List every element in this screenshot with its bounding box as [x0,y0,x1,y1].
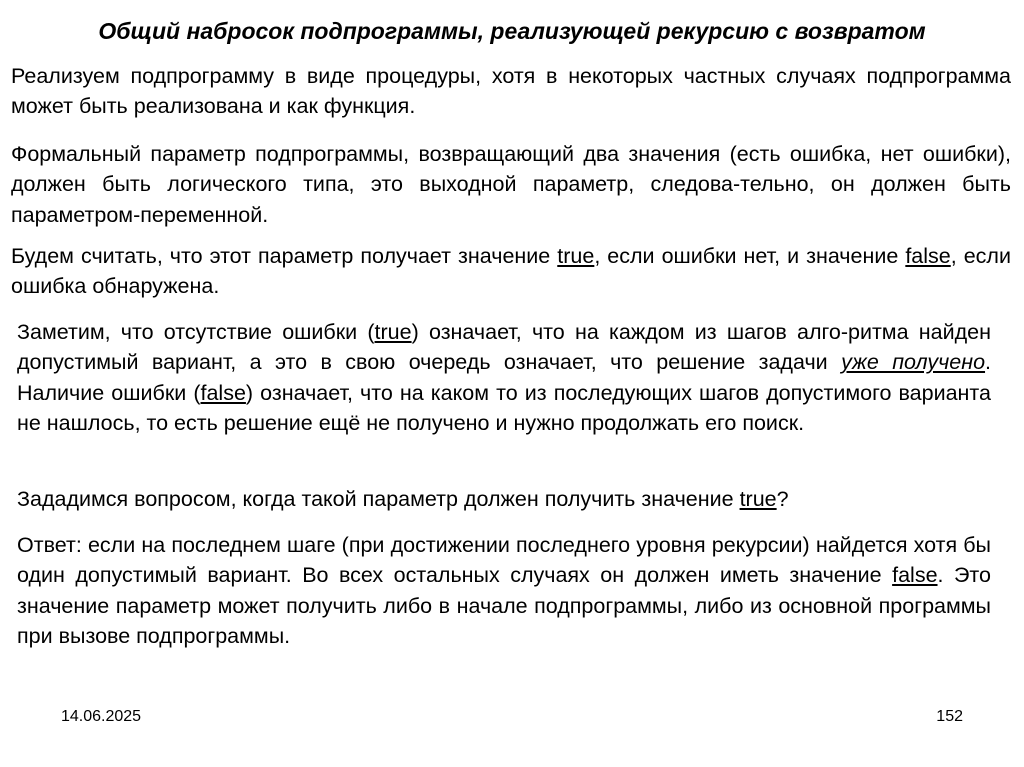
paragraph-6-text-1: Ответ: если на последнем шаге (при достижении последнего уровня рекурсии) найдется хотя бы один допустимый вариант. Во всех остальных случаях он должен иметь значение [17,533,991,588]
paragraph-1-text: Реализуем подпрограмму в виде процедуры, хотя в некоторых частных случаях подпрограмма может быть реализована и как функция. [11,64,1011,119]
keyword-true: true [374,320,412,344]
paragraph-4-text-2: ) означает, что на каждом из шагов алго-ритма найден допустимый вариант, а это в свою очередь означает, что решение задачи [17,320,991,375]
paragraph-2 [11,139,1011,230]
keyword-false: false [905,244,951,268]
slide-title: Общий набросок подпрограммы, реализующей рекурсию с возвратом [98,18,926,44]
keyword-true: true [739,487,777,511]
paragraph-5 [17,484,991,514]
keyword-false: false [200,380,246,405]
keyword-true: true [557,244,595,268]
emphasis-text: уже получено [841,350,986,375]
paragraph-3-text-3: , если ошибка обнаружена. [11,244,1011,299]
paragraph-2-text: Формальный параметр подпрограммы, возвращающий два значения (есть ошибка, нет ошибки), должен быть логического типа, это выходной параметр, следова-тельно, он должен быть параметром-переменной. [11,142,1011,227]
paragraph-5-text-1: Зададимся вопросом, когда такой параметр должен получить значение [17,487,740,511]
paragraph-3-text-1: Будем считать, что этот параметр получает значение [11,244,558,268]
paragraph-6-text-2: . Это значение параметр может получить либо в начале подпрограммы, либо из основной программы при вызове подпрограммы. [17,563,991,649]
paragraph-4-text-4: ) означает, что на каком то из последующих шагов допустимого варианта не нашлось, то есть решение ещё не получено и нужно продолжать его поиск. [17,380,991,436]
page-number: 152 [936,708,963,725]
footer-date: 14.06.2025 [61,708,142,725]
paragraph-4-text-1: Заметим, что отсутствие ошибки ( [17,320,375,344]
paragraph-3-text-2: , если ошибки нет, и значение [594,244,906,268]
paragraph-3 [11,241,1011,302]
paragraph-1 [11,61,1011,122]
paragraph-4-text-3: . Наличие ошибки ( [17,350,992,405]
paragraph-5-text-2: ? [776,487,789,511]
paragraph-4 [17,317,991,439]
paragraph-6 [17,530,991,652]
keyword-false: false [892,563,938,588]
